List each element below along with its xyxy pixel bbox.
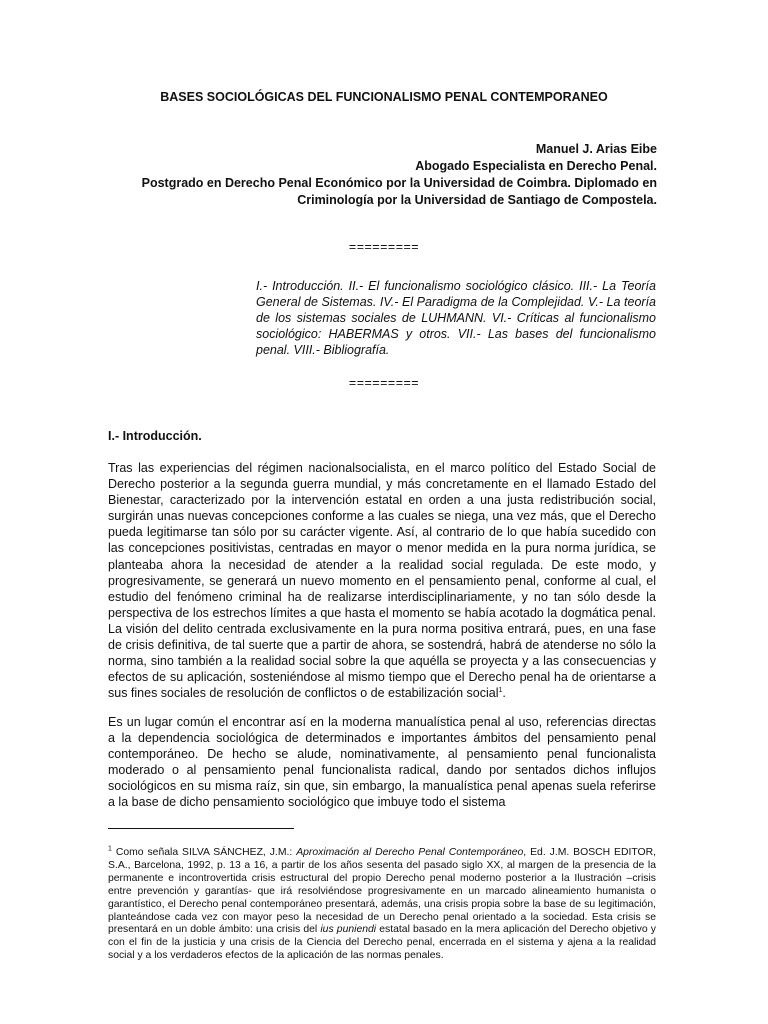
footnote-ref-1[interactable]: 1 (498, 687, 503, 695)
footnote-divider (108, 828, 294, 829)
author-credentials-line2: Criminología por la Universidad de Santiago de Compostela. (297, 193, 657, 207)
separator-top: ========= (348, 240, 420, 254)
footnote-middle: , Ed. J.M. BOSCH EDITOR, S.A., Barcelona, 1992, p. 13 a 16, a partir de los años sesenta del pasado siglo XX, al margen de la presencia de la permanente e incontrovertida crisis estructural del propio Derecho penal moderno posterior a la Ilustración –crisis entre prevención y garantías- que irá resolviéndose progresivamente en un marcado alineamiento humanista o garantístico, el Derecho penal contemporáneo presentará, además, una crisis propia sobre la base de su legitimación, planteándose cada vez con mayor peso la necesidad de un Derecho penal orientado a la sociedad. Esta crisis se presentará en un doble ámbito: una crisis del (108, 847, 657, 936)
author-name: Manuel J. Arias Eibe (535, 142, 657, 156)
footnote-1 (108, 847, 656, 963)
footnote-number: 1 (108, 845, 112, 853)
document-title: BASES SOCIOLÓGICAS DEL FUNCIONALISMO PENAL CONTEMPORANEO (160, 90, 608, 104)
footnote-prefix: Como señala SILVA SÁNCHEZ, J.M.: (111, 847, 297, 858)
footnote-latin-term: ius puniendi (320, 924, 377, 936)
separator-bottom: ========= (348, 376, 420, 390)
footnote-book-title: Aproximación al Derecho Penal Contemporáneo (296, 847, 524, 858)
author-role: Abogado Especialista en Derecho Penal. (415, 159, 657, 173)
author-credentials-line1: Postgrado en Derecho Penal Económico por la Universidad de Coimbra. Diplomado en (141, 176, 657, 190)
section-heading-introduction: I.- Introducción. (108, 429, 202, 443)
author-block (97, 141, 657, 209)
footnote-suffix: estatal basado en la mera aplicación del Derecho objetivo y con el fin de la justicia y una crisis de la Ciencia del Derecho penal, encerrada en el sistema y ajena a la realidad social y a los verdaderos efectos de la aplicación de las normas penales. (108, 924, 657, 962)
paragraph-1-text: Tras las experiencias del régimen nacionalsocialista, en el marco político del Estado Social de Derecho posterior a la segunda guerra mundial, y más concretamente en el llamado Estado del Bienestar, caracterizado por la intervención estatal en orden a una justa redistribución social, surgirán unas nuevas concepciones conforme a las cuales se niega, una vez más, que el Derecho pueda legitimarse tan sólo por su carácter vigente. Así, al contrario de lo que había sucedido con las concepciones positivistas, centradas en mayor o menor medida en la pura norma jurídica, se planteaba ahora la necesidad de atender a la realidad social regulada. De este modo, y progresivamente, se generará un nuevo momento en el pensamiento penal, conforme al cual, el estudio del fenómeno criminal ha de realizarse interdisciplinariamente, y no tan sólo desde la perspectiva de los estrechos límites a que hasta el momento se había acotado la dogmática penal. La visión del delito centrada exclusivamente en la pura norma positiva entrará, pues, en una fase de crisis definitiva, de tal suerte que a partir de ahora, se sostendrá, habrá de atenderse no sólo la norma, sino también a la realidad social sobre la que aquélla se proyecta y a las consecuencias y efectos de su aplicación, sosteniéndose al mismo tiempo que el Derecho penal ha de orientarse a sus fines sociales de resolución de conflictos o de estabilización social (108, 461, 656, 701)
paragraph-1-end: . (502, 686, 506, 701)
table-of-contents: I.- Introducción. II.- El funcionalismo sociológico clásico. III.- La Teoría General de Sistemas. IV.- El Paradigma de la Complejidad. V.- La teoría de los sistemas sociales de LUHMANN. VI.- Críticas al funcionalismo sociológico: HABERMAS y otros. VII.- Las bases del funcionalismo penal. VIII.- Bibliografía. (256, 279, 656, 357)
body-paragraph-1 (108, 460, 656, 701)
body-paragraph-2: Es un lugar común el encontrar así en la moderna manualística penal al uso, referencias directas a la dependencia sociológica de determinados e importantes ámbitos del pensamiento penal contemporáneo. De hecho se alude, nominativamente, al pensamiento penal funcionalista moderado o al pensamiento penal funcionalista radical, dando por sentados dichos influjos sociológicos en su misma raíz, sin que, sin embargo, la manualística penal apenas suela referirse a la base de dicho pensamiento sociológico que imbuye todo el sistema (108, 715, 656, 810)
